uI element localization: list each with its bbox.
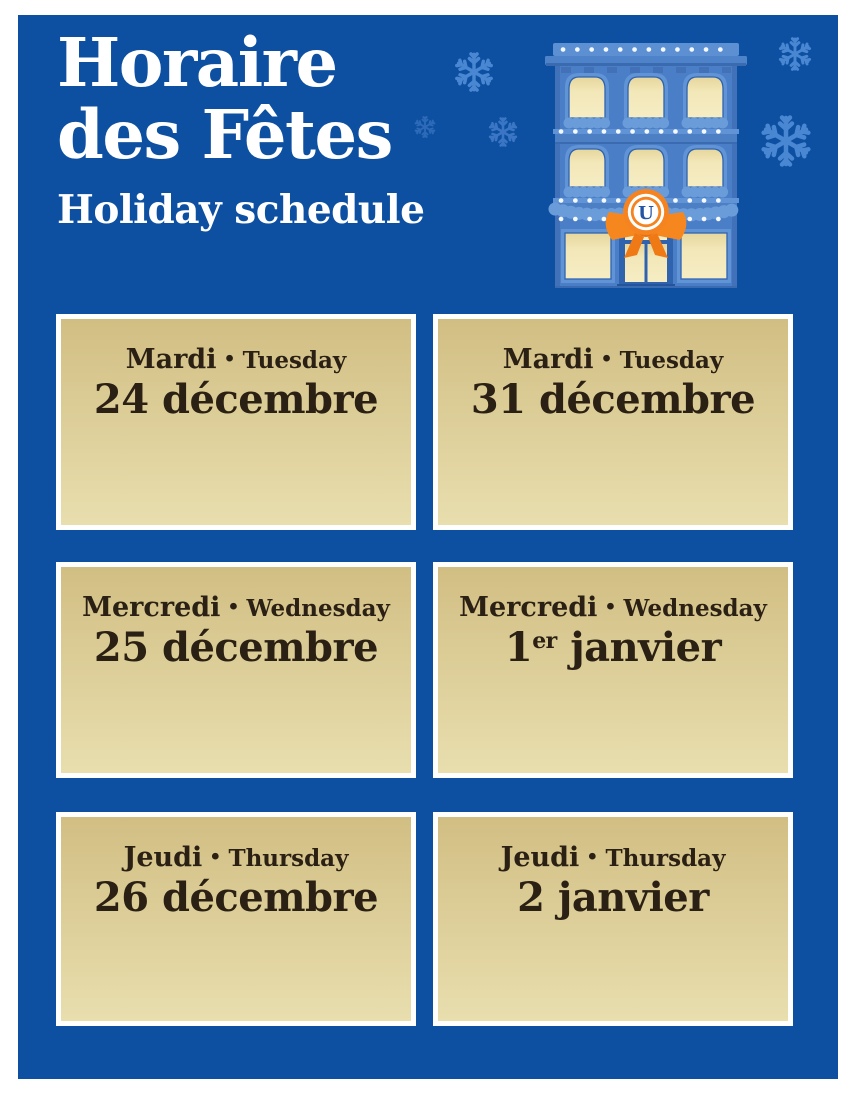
- top-floor-windows: [565, 73, 727, 121]
- card-date: [61, 873, 411, 921]
- bullet-separator: •: [223, 348, 236, 370]
- card-date: [61, 623, 411, 671]
- poster-panel: [18, 15, 838, 1079]
- card-date: [438, 873, 788, 921]
- card-date-main: 24 décembre: [93, 375, 379, 423]
- title-line-2: des Fêtes: [57, 94, 392, 174]
- card-day-fr: Mercredi: [459, 592, 598, 623]
- card-date-main: 26 décembre: [93, 873, 379, 921]
- schedule-card-jan1: [433, 562, 793, 778]
- poster-title-french: [57, 23, 392, 174]
- bullet-separator: •: [604, 596, 617, 618]
- card-day-line: [438, 593, 788, 623]
- card-date: [438, 623, 788, 671]
- card-day-en: Tuesday: [242, 347, 347, 374]
- card-date-main: 2 janvier: [517, 873, 709, 921]
- badge-letter: U: [638, 203, 654, 224]
- card-day-fr: Mercredi: [82, 592, 221, 623]
- bullet-separator: •: [586, 846, 599, 868]
- card-day-en: Wednesday: [623, 595, 767, 622]
- schedule-card-jan2: [433, 812, 793, 1026]
- card-date: [438, 375, 788, 423]
- snowflake-icon: [760, 115, 812, 167]
- card-date-superscript: er: [532, 627, 557, 654]
- card-day-fr: Mardi: [125, 344, 217, 375]
- bullet-separator: •: [209, 846, 222, 868]
- middle-floor-windows: [565, 145, 727, 190]
- schedule-card-dec31: [433, 314, 793, 530]
- roof-band: [553, 43, 739, 56]
- card-day-line: [438, 843, 788, 873]
- snowflake-icon: [488, 117, 518, 147]
- card-day-line: [61, 345, 411, 375]
- card-day-fr: Jeudi: [123, 842, 203, 873]
- card-date-main: 31 décembre: [470, 375, 756, 423]
- card-day-line: [438, 345, 788, 375]
- snowflake-icon: [778, 37, 812, 71]
- schedule-card-dec24: [56, 314, 416, 530]
- card-date-rest: janvier: [556, 623, 722, 671]
- card-date: [61, 375, 411, 423]
- card-day-en: Thursday: [605, 845, 726, 872]
- u-badge: [623, 189, 669, 235]
- card-date-main: 25 décembre: [93, 623, 379, 671]
- bullet-separator: •: [227, 596, 240, 618]
- snowflake-icon: [414, 116, 436, 138]
- snowflake-icon: [454, 52, 494, 92]
- card-day-en: Wednesday: [246, 595, 390, 622]
- title-line-1: Horaire: [57, 23, 337, 102]
- card-day-fr: Mardi: [502, 344, 594, 375]
- card-day-en: Tuesday: [619, 347, 724, 374]
- card-date-main: 1: [504, 623, 533, 671]
- card-day-line: [61, 843, 411, 873]
- card-day-fr: Jeudi: [500, 842, 580, 873]
- bullet-separator: •: [600, 348, 613, 370]
- holiday-storefront-illustration: [545, 43, 747, 291]
- schedule-card-dec25: [56, 562, 416, 778]
- schedule-card-dec26: [56, 812, 416, 1026]
- card-day-line: [61, 593, 411, 623]
- poster-subtitle-english: Holiday schedule: [57, 187, 425, 233]
- card-day-en: Thursday: [228, 845, 349, 872]
